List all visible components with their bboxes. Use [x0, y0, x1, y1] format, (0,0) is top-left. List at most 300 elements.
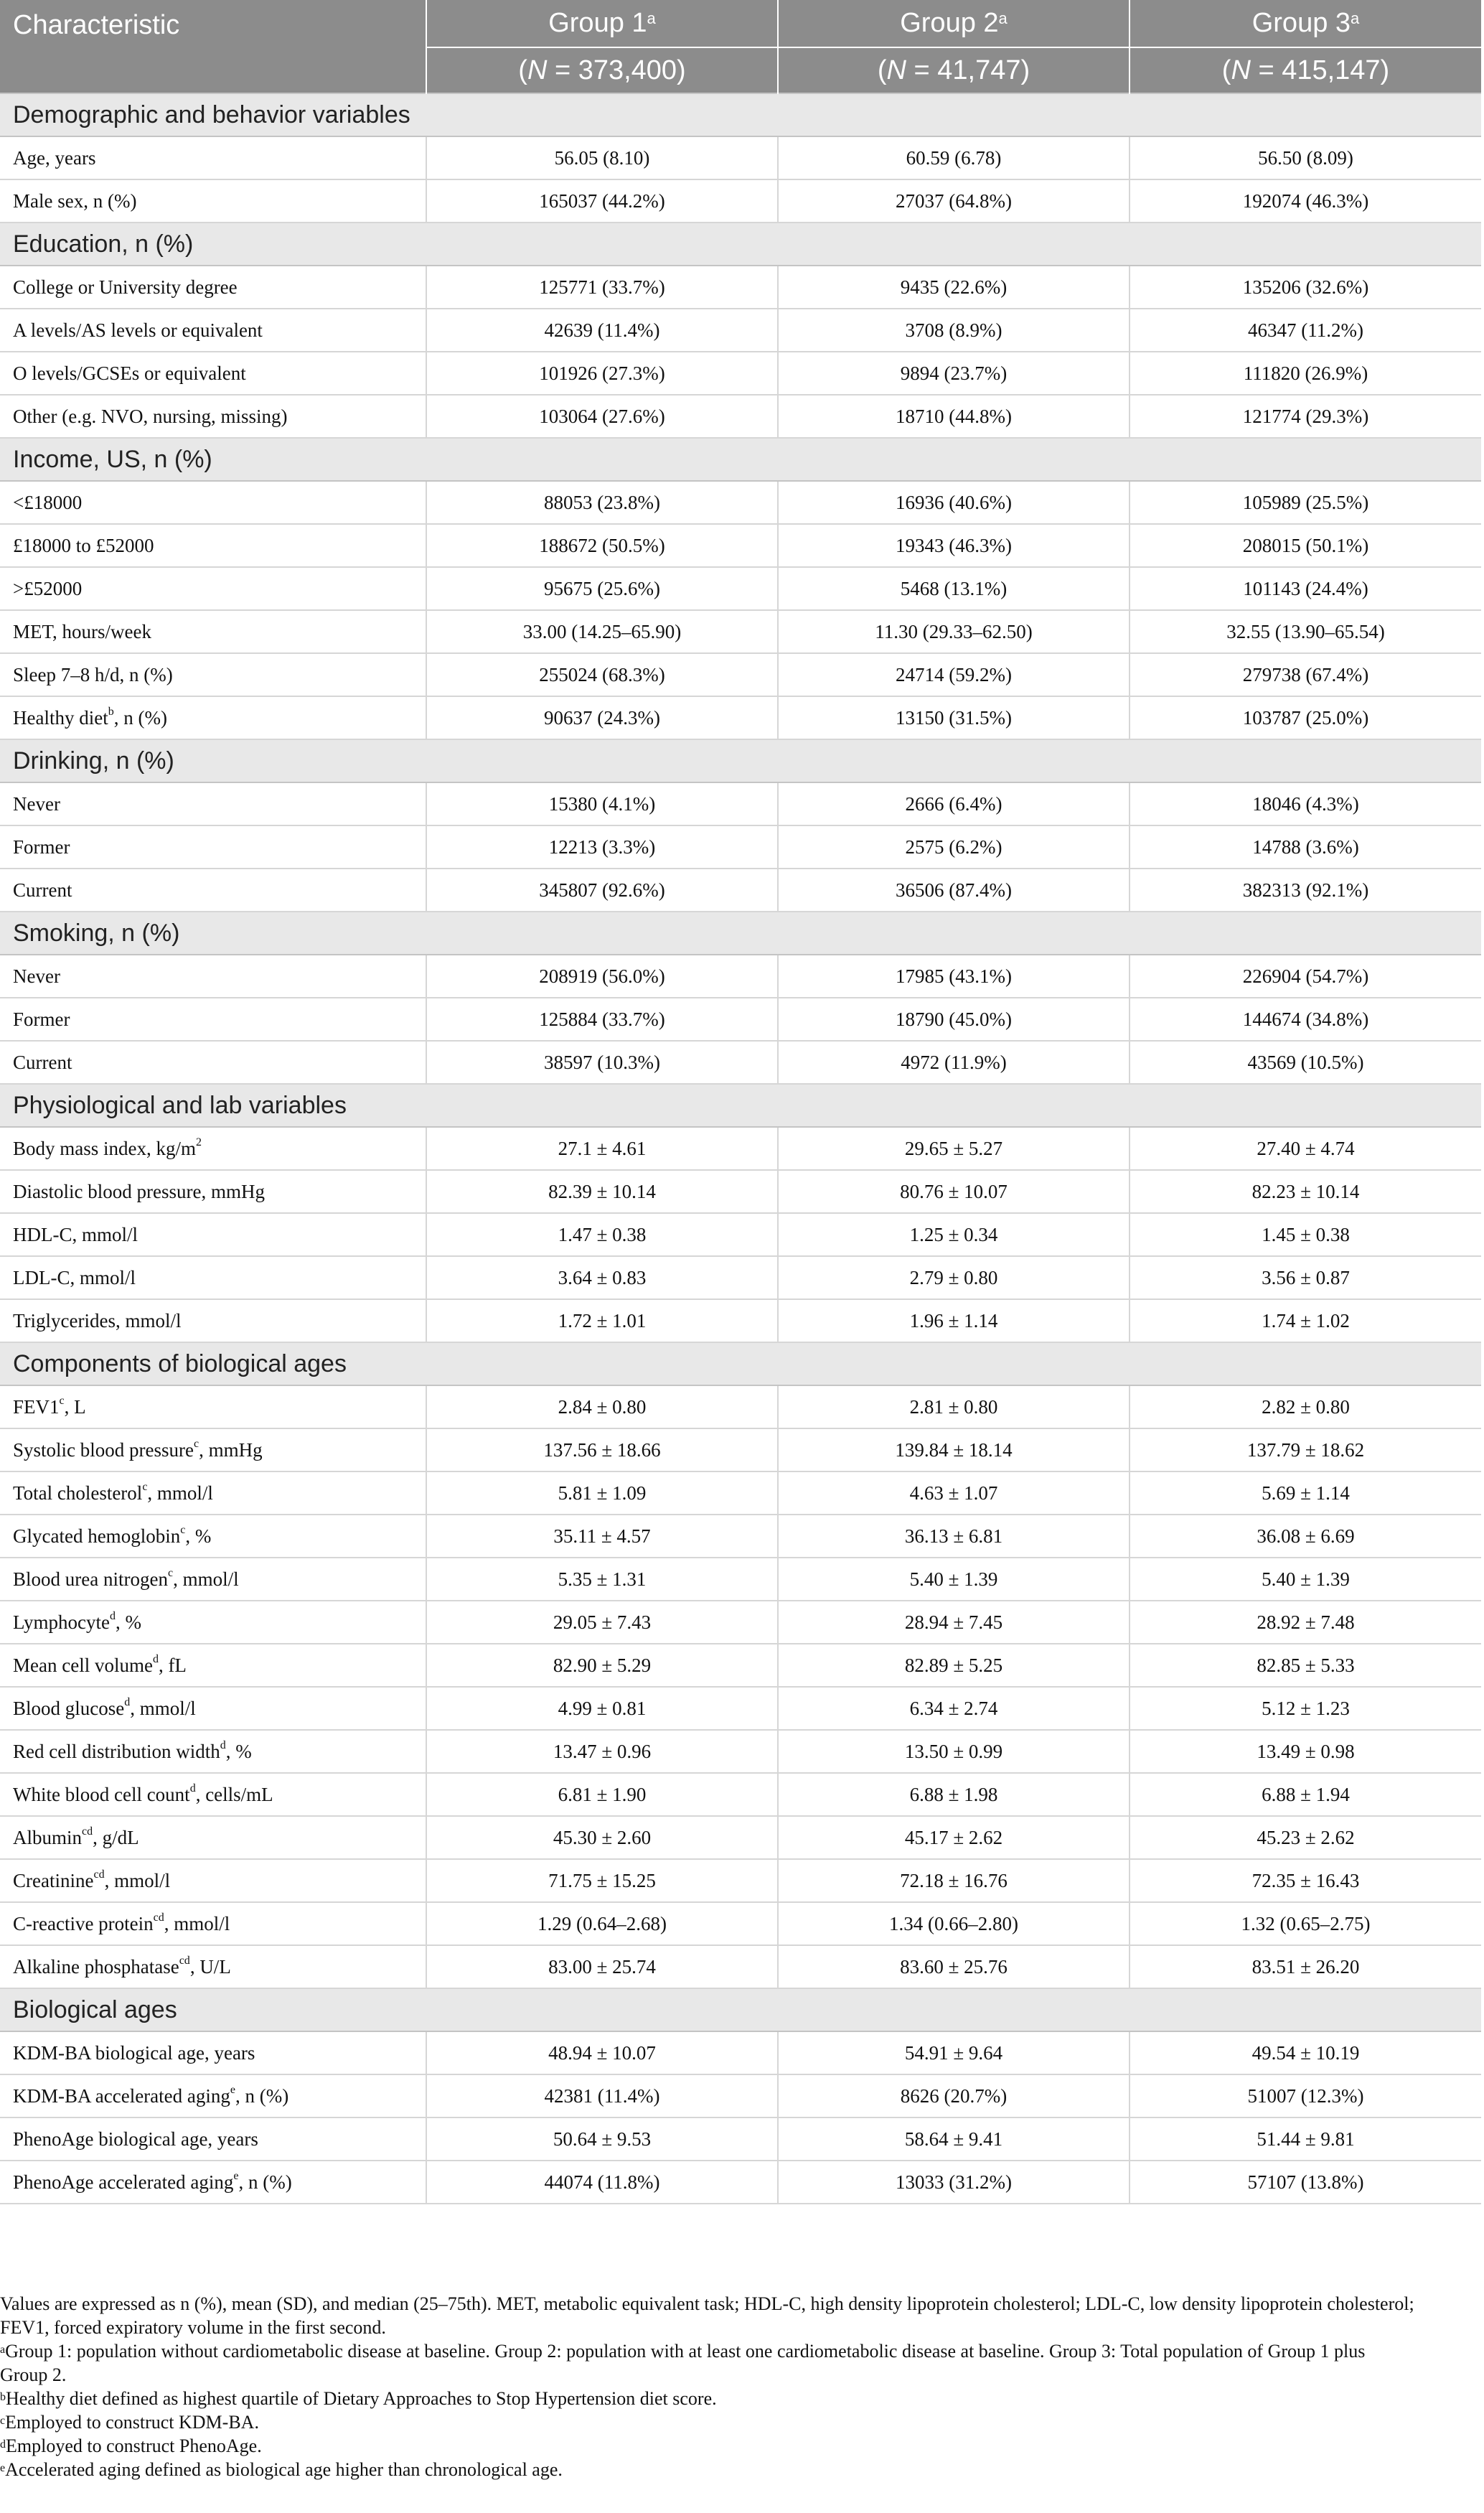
group-2-value: 13033 (31.2%) [778, 2161, 1130, 2204]
table-row [0, 1945, 1481, 1988]
footnote-line [0, 2410, 1478, 2434]
table-body [0, 93, 1481, 2204]
group-1-value: 103064 (27.6%) [426, 395, 778, 438]
table-row [0, 782, 1481, 825]
group-3-value: 46347 (11.2%) [1130, 309, 1481, 352]
group-2-value: 9435 (22.6%) [778, 266, 1130, 309]
row-label-unit: , mmHg [199, 1438, 263, 1461]
group-1-value: 27.1 ± 4.61 [426, 1127, 778, 1170]
row-label-cell [0, 1213, 426, 1256]
row-label-cell [0, 1127, 426, 1170]
row-label: Current [13, 1051, 72, 1073]
table-row [0, 998, 1481, 1041]
row-label: Mean cell volume [13, 1654, 153, 1676]
group-2-value: 11.30 (29.33–62.50) [778, 610, 1130, 653]
row-footnote-mark: cd [82, 1825, 93, 1838]
row-label-unit: , % [185, 1525, 212, 1547]
group-1-n-symbol: N [527, 55, 548, 85]
group-3-footnote-mark: a [1351, 9, 1360, 27]
row-label-cell [0, 2074, 426, 2117]
group-3-value: 103787 (25.0%) [1130, 696, 1481, 739]
row-label: Former [13, 836, 70, 858]
row-label: HDL-C, mmol/l [13, 1223, 138, 1245]
group-2-value: 36.13 ± 6.81 [778, 1515, 1130, 1558]
group-3-value: 18046 (4.3%) [1130, 782, 1481, 825]
group-1-value: 56.05 (8.10) [426, 136, 778, 179]
row-label-unit: , g/dL [93, 1826, 139, 1848]
group-3-value: 56.50 (8.09) [1130, 136, 1481, 179]
row-label-cell [0, 136, 426, 179]
table-row [0, 136, 1481, 179]
group-2-value: 5468 (13.1%) [778, 567, 1130, 610]
group-1-value: 208919 (56.0%) [426, 955, 778, 998]
row-label: Alkaline phosphatase [13, 1955, 179, 1978]
group-2-value: 28.94 ± 7.45 [778, 1601, 1130, 1644]
footnote-text: FEV1, forced expiratory volume in the first second. [0, 2317, 386, 2338]
table-row [0, 1428, 1481, 1471]
table-row [0, 1558, 1481, 1601]
footnote-mark: d [0, 2438, 6, 2451]
row-label: Glycated hemoglobin [13, 1525, 181, 1547]
group-2-value: 18710 (44.8%) [778, 395, 1130, 438]
row-label-cell [0, 998, 426, 1041]
group-1-value: 29.05 ± 7.43 [426, 1601, 778, 1644]
group-2-value: 16936 (40.6%) [778, 481, 1130, 524]
group-2-value: 80.76 ± 10.07 [778, 1170, 1130, 1213]
group-3-value: 2.82 ± 0.80 [1130, 1385, 1481, 1428]
section-row [0, 93, 1481, 136]
table-row [0, 1127, 1481, 1170]
row-label: Systolic blood pressure [13, 1438, 194, 1461]
group-3-value: 101143 (24.4%) [1130, 567, 1481, 610]
group-2-value: 27037 (64.8%) [778, 179, 1130, 223]
group-3-value: 82.85 ± 5.33 [1130, 1644, 1481, 1687]
group-1-value: 13.47 ± 0.96 [426, 1730, 778, 1773]
row-label: O levels/GCSEs or equivalent [13, 362, 246, 384]
row-label-cell [0, 1256, 426, 1299]
table-row [0, 1687, 1481, 1730]
footnote-text: Accelerated aging defined as biological age higher than chronological age. [5, 2459, 563, 2480]
section-row [0, 1084, 1481, 1127]
group-2-value: 6.88 ± 1.98 [778, 1773, 1130, 1816]
table-row [0, 352, 1481, 395]
group-3-value: 226904 (54.7%) [1130, 955, 1481, 998]
group-1-value: 137.56 ± 18.66 [426, 1428, 778, 1471]
table-row [0, 395, 1481, 438]
table-row [0, 524, 1481, 567]
row-footnote-mark: cd [153, 1911, 164, 1924]
group-1-value: 83.00 ± 25.74 [426, 1945, 778, 1988]
row-label-unit: , fL [158, 1654, 187, 1676]
table-row [0, 610, 1481, 653]
row-footnote-mark: c [142, 1480, 148, 1493]
group-3-header [1130, 0, 1481, 47]
group-2-n-symbol: N [886, 55, 906, 85]
footnote-line [0, 2363, 1478, 2387]
section-title: Physiological and lab variables [0, 1084, 1481, 1127]
table-row [0, 2117, 1481, 2161]
row-label: Current [13, 879, 72, 901]
group-3-n [1130, 47, 1481, 93]
row-label-cell [0, 1170, 426, 1213]
row-label-cell [0, 567, 426, 610]
row-label-unit: , cells/mL [195, 1783, 273, 1805]
group-3-value: 111820 (26.9%) [1130, 352, 1481, 395]
row-label: Male sex, n (%) [13, 189, 137, 212]
row-footnote-mark: cd [179, 1954, 190, 1967]
group-2-value: 24714 (59.2%) [778, 653, 1130, 696]
group-1-value: 125884 (33.7%) [426, 998, 778, 1041]
group-1-value: 3.64 ± 0.83 [426, 1256, 778, 1299]
section-title: Drinking, n (%) [0, 739, 1481, 782]
group-1-n [426, 47, 778, 93]
group-2-header [778, 0, 1130, 47]
row-label-cell [0, 309, 426, 352]
group-1-value: 5.35 ± 1.31 [426, 1558, 778, 1601]
row-label-cell [0, 1558, 426, 1601]
row-label: Diastolic blood pressure, mmHg [13, 1180, 265, 1202]
footnote-mark: b [0, 2391, 6, 2403]
table-row [0, 1515, 1481, 1558]
group-1-value: 42381 (11.4%) [426, 2074, 778, 2117]
row-label-unit: , mmol/l [147, 1482, 213, 1504]
row-footnote-mark: d [124, 1695, 131, 1708]
row-label: Never [13, 792, 60, 815]
footnote-line [0, 2292, 1478, 2316]
footnote-text: Group 2. [0, 2364, 67, 2385]
group-1-value: 50.64 ± 9.53 [426, 2117, 778, 2161]
section-row [0, 438, 1481, 481]
section-title: Components of biological ages [0, 1342, 1481, 1385]
row-label-cell [0, 1471, 426, 1515]
row-label-cell [0, 1299, 426, 1342]
row-label-unit: , mmol/l [164, 1912, 230, 1934]
group-3-value: 208015 (50.1%) [1130, 524, 1481, 567]
footnote-line [0, 2387, 1478, 2410]
row-label-cell [0, 1773, 426, 1816]
group-1-value: 33.00 (14.25–65.90) [426, 610, 778, 653]
section-row [0, 1988, 1481, 2031]
group-1-value: 4.99 ± 0.81 [426, 1687, 778, 1730]
group-1-value: 1.29 (0.64–2.68) [426, 1902, 778, 1945]
group-2-value: 18790 (45.0%) [778, 998, 1130, 1041]
group-3-value: 49.54 ± 10.19 [1130, 2031, 1481, 2074]
group-1-value: 1.47 ± 0.38 [426, 1213, 778, 1256]
row-footnote-mark: b [108, 705, 114, 718]
table-row [0, 2074, 1481, 2117]
group-2-n [778, 47, 1130, 93]
row-label-cell [0, 352, 426, 395]
group-3-value: 192074 (46.3%) [1130, 179, 1481, 223]
group-3-value: 36.08 ± 6.69 [1130, 1515, 1481, 1558]
group-2-value: 45.17 ± 2.62 [778, 1816, 1130, 1859]
row-label-cell [0, 1730, 426, 1773]
row-label: FEV1 [13, 1395, 60, 1418]
table-row [0, 1299, 1481, 1342]
group-1-label: Group 1 [548, 8, 647, 38]
group-3-value: 3.56 ± 0.87 [1130, 1256, 1481, 1299]
row-footnote-mark: d [220, 1738, 226, 1751]
row-label-cell [0, 524, 426, 567]
group-1-value: 45.30 ± 2.60 [426, 1816, 778, 1859]
group-2-value: 13150 (31.5%) [778, 696, 1130, 739]
footnote-line [0, 2316, 1478, 2339]
table-row [0, 1256, 1481, 1299]
group-2-value: 2666 (6.4%) [778, 782, 1130, 825]
table-row [0, 1601, 1481, 1644]
group-2-value: 58.64 ± 9.41 [778, 2117, 1130, 2161]
group-1-value: 12213 (3.3%) [426, 825, 778, 869]
table-row [0, 1730, 1481, 1773]
group-2-value: 139.84 ± 18.14 [778, 1428, 1130, 1471]
group-3-value: 57107 (13.8%) [1130, 2161, 1481, 2204]
footnote-line [0, 2434, 1478, 2458]
row-footnote-mark: d [152, 1652, 159, 1665]
group-2-value: 1.96 ± 1.14 [778, 1299, 1130, 1342]
group-3-value: 121774 (29.3%) [1130, 395, 1481, 438]
group-3-value: 5.12 ± 1.23 [1130, 1687, 1481, 1730]
group-2-value: 72.18 ± 16.76 [778, 1859, 1130, 1902]
footnote-line [0, 2339, 1478, 2363]
row-footnote-mark: c [180, 1523, 186, 1536]
row-label: KDM-BA accelerated aging [13, 2084, 230, 2107]
group-1-value: 88053 (23.8%) [426, 481, 778, 524]
row-label-cell [0, 696, 426, 739]
row-label-cell [0, 1644, 426, 1687]
row-label: Red cell distribution width [13, 1740, 220, 1762]
row-label-cell [0, 869, 426, 912]
footnote-mark: a [0, 2344, 6, 2356]
group-2-value: 60.59 (6.78) [778, 136, 1130, 179]
group-3-value: 1.32 (0.65–2.75) [1130, 1902, 1481, 1945]
group-3-value: 28.92 ± 7.48 [1130, 1601, 1481, 1644]
group-2-value: 36506 (87.4%) [778, 869, 1130, 912]
group-2-value: 1.25 ± 0.34 [778, 1213, 1130, 1256]
row-label-cell [0, 610, 426, 653]
group-1-value: 82.90 ± 5.29 [426, 1644, 778, 1687]
group-2-value: 2575 (6.2%) [778, 825, 1130, 869]
row-label-unit: , mmol/l [104, 1869, 171, 1891]
table-row [0, 1816, 1481, 1859]
section-row [0, 739, 1481, 782]
group-1-value: 125771 (33.7%) [426, 266, 778, 309]
group-2-value: 2.81 ± 0.80 [778, 1385, 1130, 1428]
group-1-value: 15380 (4.1%) [426, 782, 778, 825]
table-row [0, 1644, 1481, 1687]
group-3-n-value: = 415,147) [1250, 55, 1390, 85]
row-label: Sleep 7–8 h/d, n (%) [13, 663, 173, 685]
section-title: Demographic and behavior variables [0, 93, 1481, 136]
group-1-value: 255024 (68.3%) [426, 653, 778, 696]
group-2-value: 1.34 (0.66–2.80) [778, 1902, 1130, 1945]
row-label-unit: , % [115, 1611, 141, 1633]
group-3-value: 72.35 ± 16.43 [1130, 1859, 1481, 1902]
group-2-value: 13.50 ± 0.99 [778, 1730, 1130, 1773]
characteristic-header: Characteristic [0, 0, 426, 93]
row-label-cell [0, 653, 426, 696]
footnote-line [0, 2458, 1478, 2481]
group-3-value: 14788 (3.6%) [1130, 825, 1481, 869]
row-label: <£18000 [13, 491, 83, 513]
group-1-header [426, 0, 778, 47]
table-row [0, 825, 1481, 869]
row-footnote-mark: c [167, 1566, 174, 1579]
group-3-value: 5.40 ± 1.39 [1130, 1558, 1481, 1601]
row-label-cell [0, 266, 426, 309]
footnote-text: Employed to construct PhenoAge. [6, 2435, 262, 2456]
table-row [0, 309, 1481, 352]
row-footnote-mark: d [109, 1609, 116, 1622]
table-row [0, 696, 1481, 739]
table-row [0, 567, 1481, 610]
row-label-cell [0, 1601, 426, 1644]
footnote-text: Values are expressed as n (%), mean (SD), and median (25–75th). MET, metabolic equivalent task; HDL-C, high density lipoprotein cholesterol; LDL-C, low density lipoprotein cholesterol; [0, 2293, 1414, 2314]
group-3-value: 279738 (67.4%) [1130, 653, 1481, 696]
row-label: Blood glucose [13, 1697, 125, 1719]
group-3-value: 6.88 ± 1.94 [1130, 1773, 1481, 1816]
row-label: Total cholesterol [13, 1482, 143, 1504]
row-label-cell [0, 2117, 426, 2161]
row-label: A levels/AS levels or equivalent [13, 319, 263, 341]
group-1-value: 1.72 ± 1.01 [426, 1299, 778, 1342]
group-2-value: 29.65 ± 5.27 [778, 1127, 1130, 1170]
group-1-value: 101926 (27.3%) [426, 352, 778, 395]
row-label-unit: , n (%) [113, 706, 167, 729]
footnote-text: Employed to construct KDM-BA. [5, 2412, 259, 2433]
group-2-n-prefix: ( [877, 55, 887, 85]
group-1-value: 165037 (44.2%) [426, 179, 778, 223]
footnote-text: Group 1: population without cardiometabolic disease at baseline. Group 2: population with at least one cardiometabolic disease at baseline. Group 3: Total population of Group 1 plus [5, 2341, 1366, 2362]
group-3-value: 27.40 ± 4.74 [1130, 1127, 1481, 1170]
row-label: Age, years [13, 146, 96, 169]
row-label: Healthy diet [13, 706, 108, 729]
row-label-cell [0, 825, 426, 869]
row-label: PhenoAge biological age, years [13, 2128, 258, 2150]
row-label-cell [0, 481, 426, 524]
row-footnote-mark: cd [93, 1868, 105, 1881]
group-2-footnote-mark: a [998, 9, 1008, 27]
row-label-unit: , n (%) [235, 2084, 289, 2107]
section-title: Biological ages [0, 1988, 1481, 2031]
row-label: Creatinine [13, 1869, 94, 1891]
group-1-value: 82.39 ± 10.14 [426, 1170, 778, 1213]
row-label-cell [0, 1816, 426, 1859]
section-row [0, 223, 1481, 266]
group-2-value: 9894 (23.7%) [778, 352, 1130, 395]
group-2-label: Group 2 [900, 8, 999, 38]
row-label: C-reactive protein [13, 1912, 154, 1934]
group-3-value: 1.45 ± 0.38 [1130, 1213, 1481, 1256]
group-2-value: 4972 (11.9%) [778, 1041, 1130, 1084]
row-label: MET, hours/week [13, 620, 151, 642]
table-row [0, 1859, 1481, 1902]
group-2-value: 17985 (43.1%) [778, 955, 1130, 998]
group-2-value: 2.79 ± 0.80 [778, 1256, 1130, 1299]
row-footnote-mark: d [189, 1782, 196, 1794]
table-footnotes [0, 2292, 1478, 2481]
group-3-value: 51007 (12.3%) [1130, 2074, 1481, 2117]
row-label: LDL-C, mmol/l [13, 1266, 136, 1288]
table-header-row [0, 0, 1481, 47]
row-label: PhenoAge accelerated aging [13, 2171, 234, 2193]
group-3-value: 135206 (32.6%) [1130, 266, 1481, 309]
row-label: Former [13, 1008, 70, 1030]
row-label: Body mass index, kg/m [13, 1137, 196, 1159]
row-label: >£52000 [13, 577, 83, 599]
row-label-cell [0, 2161, 426, 2204]
row-footnote-mark: e [233, 2169, 239, 2182]
group-1-value: 42639 (11.4%) [426, 309, 778, 352]
row-label-unit: , mmol/l [130, 1697, 196, 1719]
table-row [0, 653, 1481, 696]
group-3-n-symbol: N [1231, 55, 1251, 85]
row-label-unit: , U/L [189, 1955, 231, 1978]
group-3-value: 32.55 (13.90–65.54) [1130, 610, 1481, 653]
table-row [0, 1385, 1481, 1428]
row-label: White blood cell count [13, 1783, 190, 1805]
group-1-n-value: = 373,400) [547, 55, 686, 85]
group-3-value: 5.69 ± 1.14 [1130, 1471, 1481, 1515]
group-3-value: 43569 (10.5%) [1130, 1041, 1481, 1084]
group-3-value: 45.23 ± 2.62 [1130, 1816, 1481, 1859]
group-3-value: 13.49 ± 0.98 [1130, 1730, 1481, 1773]
group-3-value: 382313 (92.1%) [1130, 869, 1481, 912]
row-label-cell [0, 1428, 426, 1471]
group-1-value: 44074 (11.8%) [426, 2161, 778, 2204]
row-label: Other (e.g. NVO, nursing, missing) [13, 405, 288, 427]
group-2-value: 82.89 ± 5.25 [778, 1644, 1130, 1687]
group-1-value: 71.75 ± 15.25 [426, 1859, 778, 1902]
group-2-value: 54.91 ± 9.64 [778, 2031, 1130, 2074]
table-row [0, 1471, 1481, 1515]
table-row [0, 1773, 1481, 1816]
group-3-value: 105989 (25.5%) [1130, 481, 1481, 524]
row-label-cell [0, 782, 426, 825]
footnote-text: Healthy diet defined as highest quartile of Dietary Approaches to Stop Hypertension diet score. [6, 2388, 717, 2409]
group-2-n-value: = 41,747) [906, 55, 1030, 85]
group-2-value: 83.60 ± 25.76 [778, 1945, 1130, 1988]
group-1-value: 95675 (25.6%) [426, 567, 778, 610]
table-row [0, 266, 1481, 309]
table-row [0, 481, 1481, 524]
group-3-value: 144674 (34.8%) [1130, 998, 1481, 1041]
row-label-cell [0, 2031, 426, 2074]
table-row [0, 869, 1481, 912]
section-row [0, 1342, 1481, 1385]
row-label-cell [0, 1945, 426, 1988]
footnote-mark: e [0, 2462, 6, 2474]
group-2-value: 3708 (8.9%) [778, 309, 1130, 352]
row-footnote-mark: e [230, 2083, 235, 2096]
row-label-unit: , n (%) [238, 2171, 292, 2193]
table-row [0, 955, 1481, 998]
row-label-cell [0, 1041, 426, 1084]
row-label-unit: , L [64, 1395, 86, 1418]
section-title: Income, US, n (%) [0, 438, 1481, 481]
row-label-cell [0, 955, 426, 998]
row-footnote-mark: c [193, 1437, 199, 1450]
row-label-unit: , mmol/l [173, 1568, 239, 1590]
group-1-footnote-mark: a [647, 9, 656, 27]
row-label-cell [0, 395, 426, 438]
table-row [0, 1170, 1481, 1213]
group-1-n-prefix: ( [518, 55, 527, 85]
group-1-value: 48.94 ± 10.07 [426, 2031, 778, 2074]
group-3-value: 137.79 ± 18.62 [1130, 1428, 1481, 1471]
row-label-unit: , % [225, 1740, 252, 1762]
group-1-value: 345807 (92.6%) [426, 869, 778, 912]
row-label: £18000 to £52000 [13, 534, 154, 556]
